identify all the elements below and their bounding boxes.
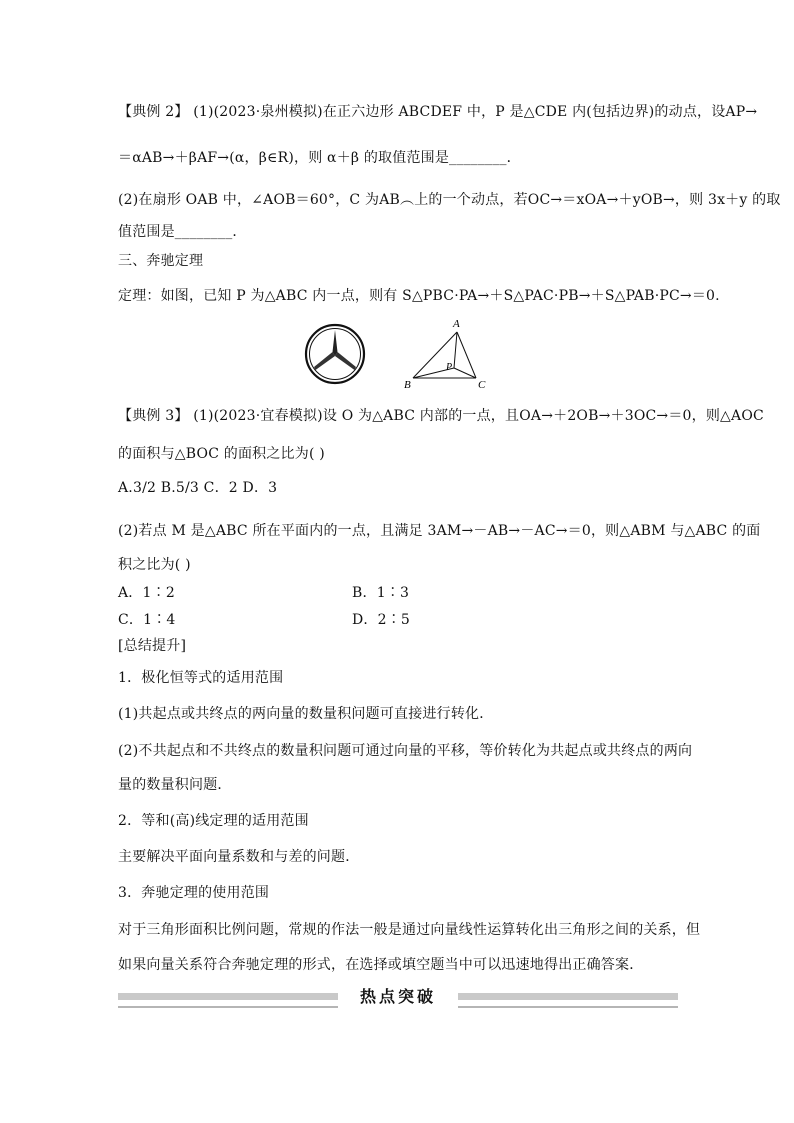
summary-item2-1: 主要解决平面向量系数和与差的问题． — [118, 849, 360, 865]
example3-option-d: D．2∶5 — [352, 612, 411, 628]
vertex-a-label: A — [453, 318, 460, 330]
example3-line2: 的面积与△BOC 的面积之比为( ) — [118, 446, 325, 462]
section-banner — [118, 984, 678, 1010]
summary-item1-2a: (2)不共起点和不共终点的数量积问题可通过向量的平移，等价转化为共起点或共终点的两向 — [118, 743, 693, 759]
example3-line4: 积之比为( ) — [118, 557, 191, 573]
section3-heading: 三、奔驰定理 — [118, 253, 204, 269]
section3-theorem: 定理：如图，已知 P 为△ABC 内一点，则有 S△PBC·PA→＋S△PAC·PB→＋S△PAB·PC→＝0. — [118, 288, 720, 304]
benz-figures — [300, 312, 500, 397]
summary-item3-1b: 如果向量关系符合奔驰定理的形式，在选择或填空题当中可以迅速地得出正确答案． — [118, 957, 644, 973]
summary-item1-2b: 量的数量积问题． — [118, 777, 232, 793]
banner-title: 热点突破 — [338, 984, 458, 1010]
summary-item2: 2．等和(高)线定理的适用范围 — [118, 813, 309, 829]
summary-item1-1: (1)共起点或共终点的两向量的数量积问题可直接进行转化． — [118, 706, 494, 722]
example2-line1: 【典例 2】 (1)(2023·泉州模拟)在正六边形 ABCDEF 中，P 是△CDE 内(包括边界)的动点，设AP→ — [118, 104, 758, 120]
figure-svg — [300, 312, 500, 397]
triangle-diagram — [404, 318, 486, 391]
example2-line3: (2)在扇形 OAB 中，∠AOB＝60°，C 为AB︵上的一个动点，若OC→＝xOA→＋yOB→，则 3x＋y 的取 — [118, 192, 781, 208]
summary-heading: [总结提升] — [118, 638, 187, 654]
example2-line2: ＝αAB→＋βAF→(α，β∈R)，则 α＋β 的取值范围是________． — [118, 150, 521, 166]
vertex-c-label: C — [478, 379, 486, 391]
summary-item3-1a: 对于三角形面积比例问题，常规的作法一般是通过向量线性运算转化出三角形之间的关系，但 — [118, 922, 701, 938]
point-p-label: P — [446, 362, 453, 373]
example3-line1: 【典例 3】 (1)(2023·宜春模拟)设 O 为△ABC 内部的一点，且OA→＋2OB→＋3OC→＝0，则△AOC — [118, 408, 764, 424]
example3-option-b: B．1∶3 — [352, 585, 410, 601]
example3-option-c: C．1∶4 — [118, 612, 176, 628]
example3-line3: (2)若点 M 是△ABC 所在平面内的一点，且满足 3AM→－AB→－AC→＝0，则△ABM 与△ABC 的面 — [118, 523, 761, 539]
example3-option-a: A．1∶2 — [118, 585, 175, 601]
vertex-b-label: B — [404, 379, 411, 391]
example3-options1: A.3/2 B.5/3 C．2 D．3 — [118, 480, 278, 496]
example2-line4: 值范围是________． — [118, 224, 247, 240]
mercedes-logo-icon — [306, 325, 364, 383]
summary-item3: 3．奔驰定理的使用范围 — [118, 885, 270, 901]
summary-item1: 1．极化恒等式的适用范围 — [118, 670, 284, 686]
